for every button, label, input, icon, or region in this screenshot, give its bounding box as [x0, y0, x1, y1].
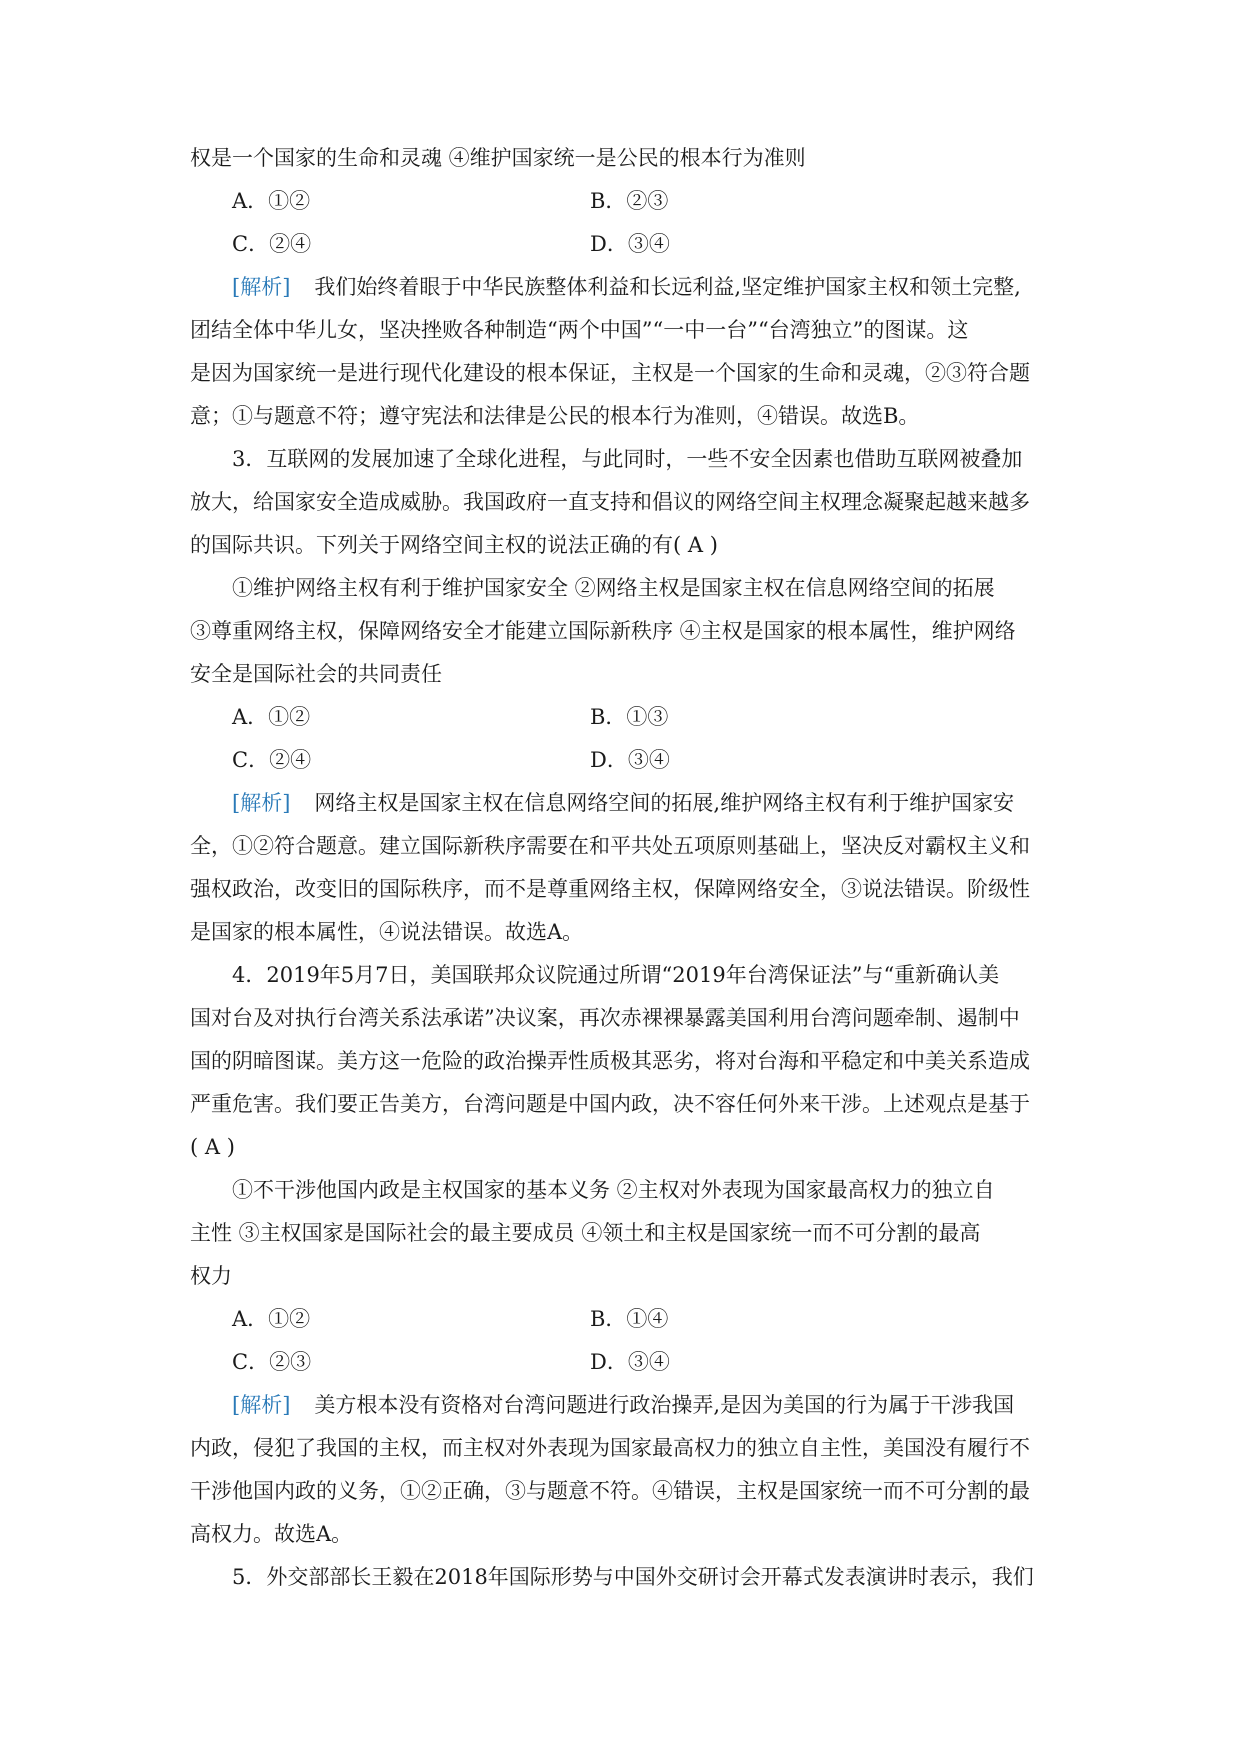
q4-option-c: C．②③	[232, 1350, 312, 1374]
q3-options-row-2	[190, 747, 1060, 790]
q3-options-row-1	[190, 704, 1060, 747]
q2-analysis-line	[190, 274, 1060, 317]
q4-analysis-line	[190, 1392, 1060, 1435]
q2-option-a: A．①②	[232, 189, 311, 213]
q4-stem-line: 严重危害。我们要正告美方，台湾问题是中国内政，决不容任何外来干涉。上述观点是基于	[190, 1092, 1030, 1116]
q4-stem-line: 国对台及对执行台湾关系法承诺”决议案，再次赤裸裸暴露美国利用台湾问题牵制、遏制中	[190, 1006, 1020, 1030]
q4-statement-line: ①不干涉他国内政是主权国家的基本义务 ②主权对外表现为国家最高权力的独立自	[232, 1178, 995, 1202]
q2-option-c: C．②④	[232, 232, 312, 256]
analysis-tag: [解析]	[232, 791, 291, 815]
analysis-text: 我们始终着眼于中华民族整体利益和长远利益,坚定维护国家主权和领土完整,	[314, 275, 1021, 299]
q2-options-row-1	[190, 188, 1060, 231]
q3-analysis-line: 强权政治，改变旧的国际秩序，而不是尊重网络主权，保障网络安全，③说法错误。阶级性	[190, 877, 1030, 901]
q2-option-b: B．②③	[590, 189, 669, 213]
q4-analysis-line: 干涉他国内政的义务，①②正确，③与题意不符。④错误，主权是国家统一而不可分割的最	[190, 1479, 1030, 1503]
q4-analysis-line: 内政，侵犯了我国的主权，而主权对外表现为国家最高权力的独立自主性，美国没有履行不	[190, 1436, 1030, 1460]
document-content	[190, 145, 1060, 1607]
q4-option-b: B．①④	[590, 1307, 669, 1331]
q4-options-row-1	[190, 1306, 1060, 1349]
q2-option-d: D．③④	[590, 232, 670, 256]
q3-option-c: C．②④	[232, 748, 312, 772]
q3-option-d: D．③④	[590, 748, 670, 772]
q2-options-row-2	[190, 231, 1060, 274]
q3-statement-line: 安全是国际社会的共同责任	[190, 662, 442, 686]
q4-option-a: A．①②	[232, 1307, 311, 1331]
q3-analysis-line	[190, 790, 1060, 833]
q4-answer-line: ( A )	[190, 1135, 235, 1159]
q3-option-a: A．①②	[232, 705, 311, 729]
q4-statement-line: 主性 ③主权国家是国际社会的最主要成员 ④领土和主权是国家统一而不可分割的最高	[190, 1221, 981, 1245]
analysis-text: 网络主权是国家主权在信息网络空间的拓展,维护网络主权有利于维护国家安	[314, 791, 1015, 815]
q3-analysis-line: 全，①②符合题意。建立国际新秩序需要在和平共处五项原则基础上，坚决反对霸权主义和	[190, 834, 1030, 858]
q2-stem-line: 权是一个国家的生命和灵魂 ④维护国家统一是公民的根本行为准则	[190, 146, 806, 170]
q3-statement-line: ①维护网络主权有利于维护国家安全 ②网络主权是国家主权在信息网络空间的拓展	[232, 576, 995, 600]
q3-analysis-line: 是国家的根本属性，④说法错误。故选A。	[190, 920, 584, 944]
analysis-tag: [解析]	[232, 1393, 291, 1417]
q4-stem-line: 4．2019年5月7日，美国联邦众议院通过所谓“2019年台湾保证法”与“重新确认美	[232, 963, 1000, 987]
q3-option-b: B．①③	[590, 705, 669, 729]
analysis-text: 美方根本没有资格对台湾问题进行政治操弄,是因为美国的行为属于干涉我国	[314, 1393, 1015, 1417]
q5-stem-line: 5．外交部部长王毅在2018年国际形势与中国外交研讨会开幕式发表演讲时表示，我们	[232, 1565, 1034, 1589]
analysis-tag: [解析]	[232, 275, 291, 299]
q4-option-d: D．③④	[590, 1350, 670, 1374]
q3-statement-line: ③尊重网络主权，保障网络安全才能建立国际新秩序 ④主权是国家的根本属性，维护网络	[190, 619, 1016, 643]
q3-stem-line: 3．互联网的发展加速了全球化进程，与此同时，一些不安全因素也借助互联网被叠加	[232, 447, 1023, 471]
q4-analysis-line: 高权力。故选A。	[190, 1522, 353, 1546]
q3-stem-line: 的国际共识。下列关于网络空间主权的说法正确的有( A )	[190, 533, 718, 557]
q4-options-row-2	[190, 1349, 1060, 1392]
q3-stem-line: 放大，给国家安全造成威胁。我国政府一直支持和倡议的网络空间主权理念凝聚起越来越多	[190, 490, 1030, 514]
q2-analysis-line: 意；①与题意不符；遵守宪法和法律是公民的根本行为准则，④错误。故选B。	[190, 404, 920, 428]
q4-statement-line: 权力	[190, 1264, 232, 1288]
q2-analysis-line: 是因为国家统一是进行现代化建设的根本保证，主权是一个国家的生命和灵魂，②③符合题	[190, 361, 1030, 385]
q4-stem-line: 国的阴暗图谋。美方这一危险的政治操弄性质极其恶劣，将对台海和平稳定和中美关系造成	[190, 1049, 1030, 1073]
q2-analysis-line: 团结全体中华儿女，坚决挫败各种制造“两个中国”“一中一台”“台湾独立”的图谋。这	[190, 318, 969, 342]
